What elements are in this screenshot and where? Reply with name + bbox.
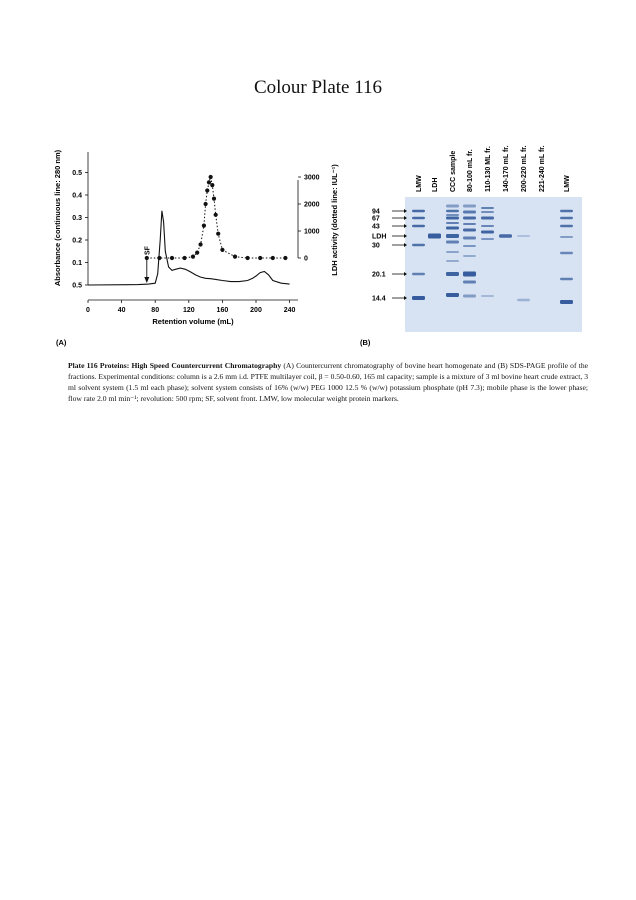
x-tick-label: 240 (283, 307, 296, 314)
gel-band (560, 278, 573, 281)
ldh-activity-line (147, 177, 286, 258)
caption-text: (A) Countercurrent chromatography of bovine heart homogenate and (B) SDS-PAGE profile of the fractions. Experimental conditions: column is a 2.6 mm i.d. PTFE multilayer coil, β = 0.50-0.60, 165 ml capacity; sample is a mixture of 3 ml bovine heart crude extract, 3 ml solvent system (1.5 ml each phase); solvent system consists of 16% (w/w) PEG 1000 12.5 % (w/w) potassium phosphate (pH 7.3); mobile phase is the lower phase; flow rate 2.0 ml min⁻¹; revolution: 500 rpm; SF, solvent front. LMW, low molecular weight protein markers. (68, 361, 588, 403)
gel-band (412, 225, 425, 228)
gel-band (412, 217, 425, 220)
ldh-data-point (157, 256, 161, 260)
x-tick-label: 0 (86, 307, 90, 314)
gel-band (446, 234, 459, 238)
gel-band (463, 223, 476, 225)
gel-band (463, 255, 476, 257)
gel-band (446, 210, 459, 213)
gel-band (560, 252, 573, 255)
x-tick-label: 160 (216, 307, 229, 314)
gel-band (446, 293, 459, 297)
ldh-data-point (198, 242, 202, 246)
y-right-tick-label: 2000 (304, 201, 320, 209)
marker-label: 67 (372, 215, 380, 223)
gel-band (446, 222, 459, 224)
ldh-data-point (183, 256, 187, 260)
y-left-tick-label: 0.5 (72, 282, 82, 290)
x-tick-label: 200 (250, 307, 262, 314)
gel-band (446, 241, 459, 244)
ldh-data-point (204, 202, 208, 206)
y-right-axis-label: LDH activity (dotted line: IUL⁻¹) (330, 164, 339, 276)
lane-label: 221-240 mL fr. (539, 145, 546, 192)
gel-band (481, 295, 494, 297)
ldh-data-point (209, 175, 213, 179)
y-left-tick-label: 0.5 (72, 170, 82, 177)
sds-page-gel (350, 140, 590, 350)
gel-band (560, 236, 573, 238)
lane-label: 110-130 ML fr. (485, 146, 492, 192)
gel-band (499, 234, 512, 238)
ldh-data-point (195, 251, 199, 255)
gel-band (412, 244, 425, 247)
lane-label: 200-220 mL fr. (521, 145, 528, 192)
gel-band (463, 217, 476, 220)
ldh-data-point (170, 256, 174, 260)
ldh-data-point (283, 256, 287, 260)
gel-band (481, 211, 494, 213)
gel-band (412, 296, 425, 300)
y-left-tick-label: 0.2 (72, 237, 82, 245)
y-left-tick-label: 0.4 (72, 192, 82, 200)
ldh-data-point (258, 256, 262, 260)
caption-title: Plate 116 Proteins: High Speed Countercurrent Chromatography (68, 361, 282, 370)
gel-band (446, 251, 459, 253)
figure-caption (68, 360, 588, 404)
panel-label-a: (A) (56, 338, 67, 347)
marker-label: 30 (372, 242, 380, 250)
gel-band (481, 231, 494, 234)
plate-title: Colour Plate 116 (253, 77, 383, 98)
ldh-data-point (271, 256, 275, 260)
absorbance-line (88, 211, 290, 285)
marker-label: 14.4 (372, 295, 386, 303)
ldh-data-point (191, 255, 195, 259)
gel-band (560, 300, 573, 304)
ldh-data-point (202, 224, 206, 228)
ldh-data-point (246, 256, 250, 260)
y-right-tick-label: 3000 (304, 174, 320, 182)
gel-band (560, 225, 573, 228)
ldh-data-point (214, 213, 218, 217)
gel-band (481, 225, 494, 227)
x-axis-label: Retention volume (mL) (152, 317, 234, 326)
lane-label: 140-170 mL fr. (503, 145, 510, 192)
ldh-data-point (212, 197, 216, 201)
gel-band (446, 272, 459, 276)
y-right-tick-label: 1000 (304, 228, 320, 236)
lane-label: 80-100 mL fr. (467, 149, 474, 192)
gel-band (517, 299, 530, 302)
lane-label: LMW (416, 175, 423, 192)
gel-band (463, 229, 476, 232)
lane-label: CCC sample (450, 150, 457, 192)
gel-band (446, 205, 459, 208)
gel-band (463, 272, 476, 277)
gel-band (560, 217, 573, 220)
ldh-data-point (210, 183, 214, 187)
sf-annotation: SF (144, 246, 152, 255)
gel-band (446, 227, 459, 230)
ldh-data-point (205, 188, 209, 192)
gel-band (517, 235, 530, 237)
chromatogram-figure (40, 140, 340, 350)
y-left-tick-label: 0.1 (72, 260, 82, 267)
gel-band (463, 245, 476, 247)
x-tick-label: 120 (182, 307, 195, 314)
ldh-data-point (233, 255, 237, 259)
lane-label: LDH (432, 177, 439, 192)
gel-band (446, 214, 459, 216)
ldh-data-point (207, 180, 211, 184)
gel-band (463, 237, 476, 240)
gel-band (481, 207, 494, 209)
marker-label: 94 (372, 208, 380, 216)
gel-band (412, 273, 425, 276)
gel-band (560, 210, 573, 213)
y-left-axis-label: Absorbance (continuous line: 280 nm) (53, 149, 62, 287)
x-tick-label: 40 (117, 307, 126, 314)
y-right-tick-label: 0 (304, 255, 308, 263)
x-tick-label: 80 (151, 307, 160, 314)
lane-label: LMW (564, 175, 571, 192)
gel-band (463, 295, 476, 298)
gel-band (446, 260, 459, 262)
ldh-data-point (220, 248, 224, 252)
gel-band (481, 217, 494, 220)
gel-band (428, 234, 441, 239)
sf-arrowhead (144, 277, 149, 283)
panel-label-b: (B) (360, 338, 371, 347)
gel-band (463, 205, 476, 208)
gel-band (463, 211, 476, 214)
marker-label: LDH (372, 233, 387, 241)
gel-band (481, 238, 494, 240)
gel-band (412, 210, 425, 213)
gel-band (463, 281, 476, 284)
marker-label: 43 (372, 223, 380, 231)
gel-band (446, 217, 459, 220)
y-left-tick-label: 0.3 (72, 215, 82, 222)
marker-label: 20.1 (372, 271, 386, 279)
ldh-data-point (216, 232, 220, 236)
